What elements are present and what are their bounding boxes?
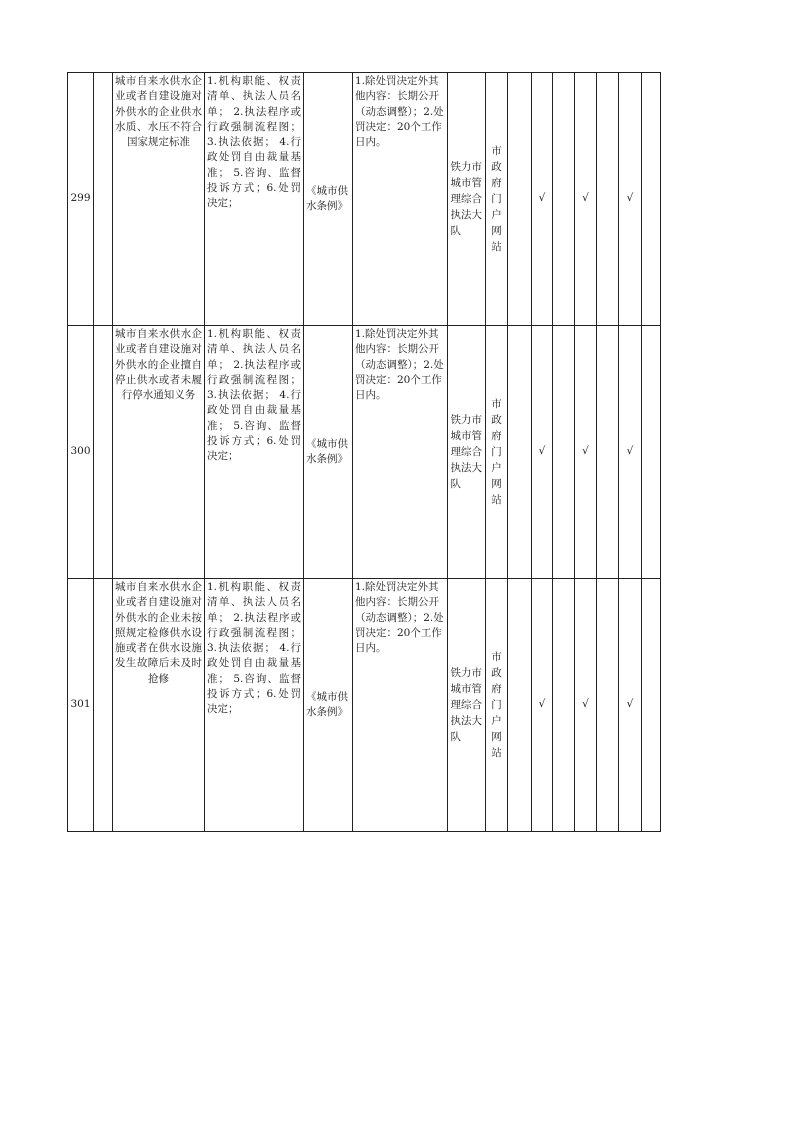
disclosure-content: 1.机构职能、权责清单、执法人员名单； 2.执法程序或行政强制流程图； 3.执法依据； 4.行政处罚自由裁量基准； 5.咨询、监督投诉方式；6.处罚决定； — [205, 73, 304, 326]
check-cell: √ — [619, 73, 642, 326]
check-cell: √ — [575, 579, 597, 832]
check-cell: √ — [575, 326, 597, 579]
disclosure-channel-cell — [486, 326, 508, 579]
disclosure-period: 1.除处罚决定外其他内容：长期公开（动态调整）；2.处罚决定：20个工作日内。 — [353, 326, 448, 579]
disclosure-subject: 铁力市城市管理综合执法大队 — [450, 160, 482, 237]
table-row — [68, 73, 661, 326]
check-cell — [642, 73, 661, 326]
check-cell — [508, 73, 532, 326]
disclosure-period: 1.除处罚决定外其他内容：长期公开（动态调整）；2.处罚决定：20个工作日内。 — [353, 73, 448, 326]
check-cell — [553, 73, 575, 326]
disclosure-item: 城市自来水供水企业或者自建设施对外供水的企业供水水质、水压不符合国家规定标准 — [113, 73, 205, 326]
disclosure-table — [67, 72, 661, 832]
blank-cell — [94, 579, 113, 832]
disclosure-channel: 市政府门户网站 — [491, 397, 502, 506]
disclosure-subject: 铁力市城市管理综合执法大队 — [450, 666, 482, 743]
check-cell — [642, 326, 661, 579]
check-cell — [553, 579, 575, 832]
disclosure-item: 城市自来水供水企业或者自建设施对外供水的企业未按照规定检修供水设施或者在供水设施发生故障后未及时抢修 — [113, 579, 205, 832]
disclosure-content: 1.机构职能、权责清单、执法人员名单； 2.执法程序或行政强制流程图； 3.执法依据； 4.行政处罚自由裁量基准； 5.咨询、监督投诉方式；6.处罚决定； — [205, 579, 304, 832]
check-cell — [508, 326, 532, 579]
disclosure-period: 1.除处罚决定外其他内容：长期公开（动态调整）；2.处罚决定：20个工作日内。 — [353, 579, 448, 832]
check-cell: √ — [532, 579, 553, 832]
blank-cell — [94, 326, 113, 579]
disclosure-item: 城市自来水供水企业或者自建设施对外供水的企业擅自停止供水或者未履行停水通知义务 — [113, 326, 205, 579]
check-cell — [597, 326, 619, 579]
disclosure-basis: 《城市供水条例》 — [304, 73, 353, 326]
check-cell — [597, 73, 619, 326]
table-row — [68, 326, 661, 579]
disclosure-content: 1.机构职能、权责清单、执法人员名单； 2.执法程序或行政强制流程图； 3.执法依据； 4.行政处罚自由裁量基准； 5.咨询、监督投诉方式；6.处罚决定； — [205, 326, 304, 579]
disclosure-channel-cell — [486, 579, 508, 832]
disclosure-subject-cell — [448, 326, 486, 579]
check-cell — [508, 579, 532, 832]
disclosure-channel-cell — [486, 73, 508, 326]
row-number: 299 — [68, 73, 94, 326]
check-cell — [642, 579, 661, 832]
check-cell: √ — [532, 326, 553, 579]
check-cell: √ — [619, 326, 642, 579]
check-cell: √ — [532, 73, 553, 326]
disclosure-basis: 《城市供水条例》 — [304, 326, 353, 579]
disclosure-subject: 铁力市城市管理综合执法大队 — [450, 413, 482, 490]
disclosure-subject-cell — [448, 579, 486, 832]
blank-cell — [94, 73, 113, 326]
disclosure-channel: 市政府门户网站 — [491, 144, 502, 253]
check-cell: √ — [575, 73, 597, 326]
check-cell — [597, 579, 619, 832]
row-number: 300 — [68, 326, 94, 579]
check-cell — [553, 326, 575, 579]
row-number: 301 — [68, 579, 94, 832]
disclosure-basis: 《城市供水条例》 — [304, 579, 353, 832]
disclosure-channel: 市政府门户网站 — [491, 650, 502, 759]
disclosure-subject-cell — [448, 73, 486, 326]
table-row — [68, 579, 661, 832]
check-cell: √ — [619, 579, 642, 832]
